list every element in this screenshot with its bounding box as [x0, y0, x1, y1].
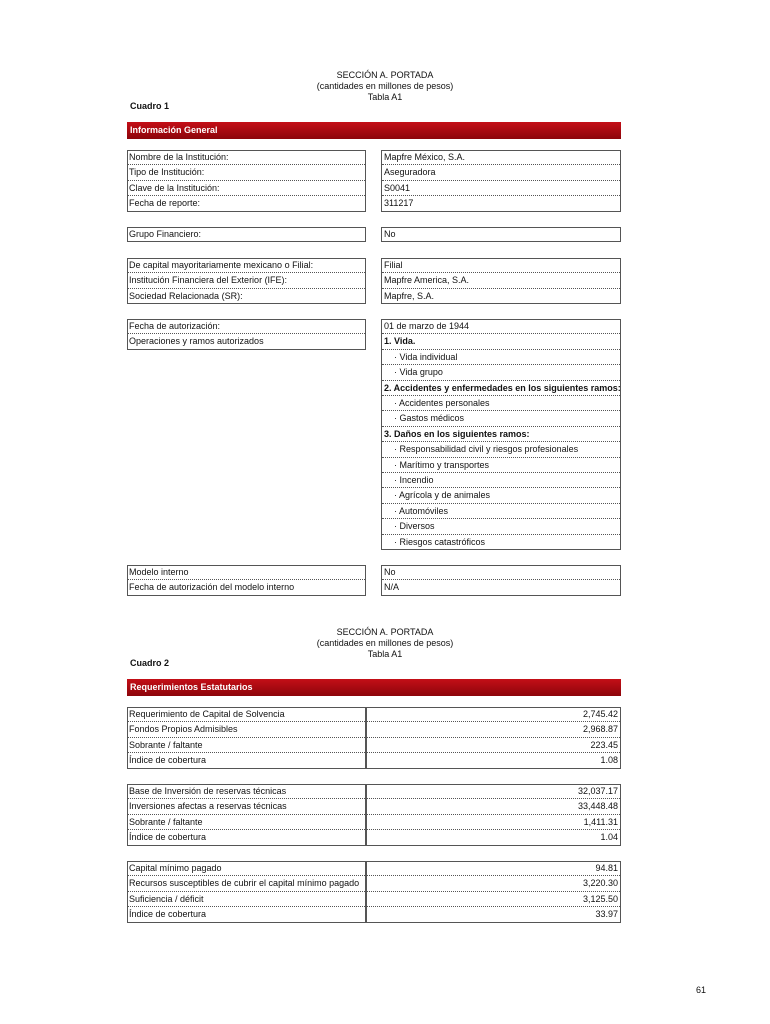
- metric-label: Índice de cobertura: [129, 832, 207, 843]
- informacion-general-bar: Información General: [127, 122, 621, 139]
- metric-value: 1,411.31: [367, 815, 620, 830]
- metric-value: 223.45: [367, 738, 620, 753]
- field-value: Aseguradora: [382, 165, 620, 180]
- section1-title: SECCIÓN A. PORTADA: [336, 70, 434, 80]
- field-label: De capital mayoritariamente mexicano o Filial:: [128, 258, 365, 273]
- metric-label: Índice de cobertura: [129, 909, 207, 920]
- metric-label: Capital mínimo pagado: [128, 861, 365, 876]
- field-value: No: [382, 565, 620, 580]
- metric-label: Índice de cobertura: [129, 755, 207, 766]
- field-label: Fecha de autorización del modelo interno: [129, 582, 295, 593]
- metric-value: 3,125.50: [367, 892, 620, 907]
- operation-item: · Marítimo y transportes: [382, 458, 620, 473]
- authorization-date-value: 01 de marzo de 1944: [382, 319, 620, 334]
- operation-item: · Incendio: [382, 473, 620, 488]
- metric-label: Suficiencia / déficit: [128, 892, 365, 907]
- field-value: Filial: [382, 258, 620, 273]
- metric-value: 2,745.42: [367, 707, 620, 722]
- operation-item: · Diversos: [382, 519, 620, 534]
- operation-heading: 3. Daños en los siguientes ramos:: [382, 427, 620, 442]
- authorization-date-label: Fecha de autorización:: [128, 319, 365, 334]
- metric-label: Inversiones afectas a reservas técnicas: [128, 799, 365, 814]
- metric-label: Sobrante / faltante: [128, 738, 365, 753]
- section2-subtitle: (cantidades en millones de pesos): [316, 638, 454, 648]
- operation-item: · Accidentes personales: [382, 396, 620, 411]
- metric-value: 32,037.17: [367, 784, 620, 799]
- metric-label: Base de Inversión de reservas técnicas: [128, 784, 365, 799]
- metric-label: Requerimiento de Capital de Solvencia: [128, 707, 365, 722]
- metric-value: 1.04: [600, 832, 618, 843]
- field-label: Nombre de la Institución:: [128, 150, 365, 165]
- field-label: Institución Financiera del Exterior (IFE):: [128, 273, 365, 288]
- operation-item: · Vida grupo: [382, 365, 620, 380]
- field-value: Mapfre, S.A.: [384, 290, 435, 301]
- page-number: 61: [696, 985, 707, 995]
- metric-value: 94.81: [367, 861, 620, 876]
- field-value: No: [384, 229, 396, 239]
- metric-label: Fondos Propios Admisibles: [128, 722, 365, 737]
- field-value: Mapfre México, S.A.: [382, 150, 620, 165]
- field-label: Clave de la Institución:: [128, 181, 365, 196]
- metric-value: 33.97: [595, 909, 618, 920]
- field-value: N/A: [384, 582, 400, 593]
- metric-value: 3,220.30: [367, 876, 620, 891]
- cuadro1-label: Cuadro 1: [130, 101, 170, 111]
- field-label: Modelo interno: [128, 565, 365, 580]
- field-label: Grupo Financiero:: [129, 229, 202, 239]
- section1-subtitle: (cantidades en millones de pesos): [316, 81, 454, 91]
- field-value: 311217: [384, 198, 414, 209]
- field-label: Sociedad Relacionada (SR):: [129, 290, 243, 301]
- metric-value: 1.08: [600, 755, 618, 766]
- section2-table-label: Tabla A1: [367, 649, 403, 659]
- metric-value: 33,448.48: [367, 799, 620, 814]
- operations-label: Operaciones y ramos autorizados: [129, 336, 264, 347]
- operation-item: · Responsabilidad civil y riesgos profesionales: [382, 442, 620, 457]
- operation-item: · Gastos médicos: [382, 411, 620, 426]
- cuadro2-label: Cuadro 2: [130, 658, 170, 668]
- field-label: Tipo de Institución:: [128, 165, 365, 180]
- field-value: S0041: [382, 181, 620, 196]
- section1-table-label: Tabla A1: [367, 92, 403, 102]
- section2-title: SECCIÓN A. PORTADA: [336, 627, 434, 637]
- metric-label: Sobrante / faltante: [128, 815, 365, 830]
- requerimientos-bar: Requerimientos Estatutarios: [127, 679, 621, 696]
- operation-item: · Riesgos catastróficos: [394, 536, 486, 547]
- metric-value: 2,968.87: [367, 722, 620, 737]
- metric-label: Recursos susceptibles de cubrir el capital mínimo pagado: [128, 876, 365, 891]
- field-value: Mapfre America, S.A.: [382, 273, 620, 288]
- operation-item: · Automóviles: [382, 504, 620, 519]
- field-label: Fecha de reporte:: [129, 198, 201, 209]
- operation-heading: 1. Vida.: [382, 334, 620, 349]
- operation-item: · Agrícola y de animales: [382, 488, 620, 503]
- operation-item: · Vida individual: [382, 350, 620, 365]
- operation-heading: 2. Accidentes y enfermedades en los siguientes ramos:: [382, 381, 620, 396]
